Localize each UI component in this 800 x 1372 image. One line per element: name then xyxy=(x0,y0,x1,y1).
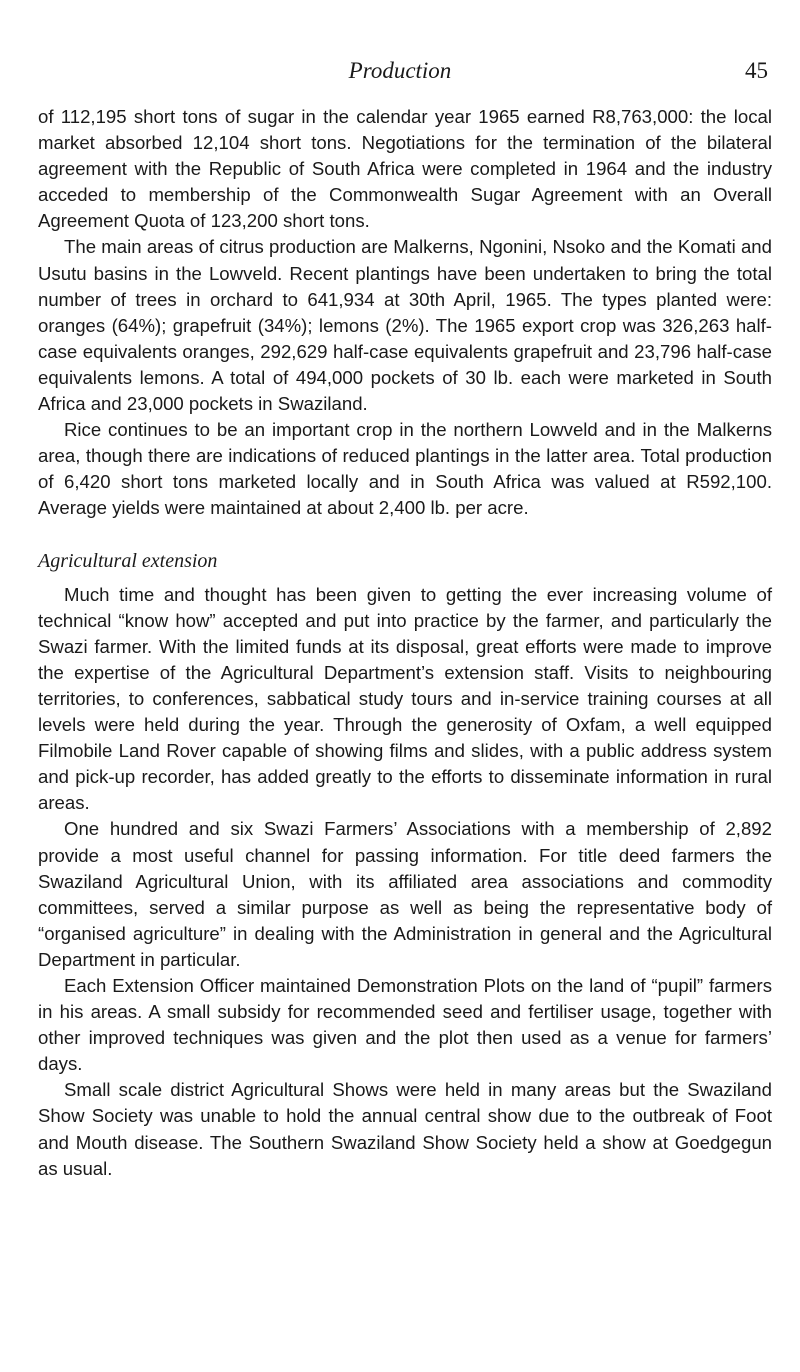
running-header xyxy=(0,58,800,88)
paragraph-agricultural-shows: Small scale district Agricultural Shows were held in many areas but the Swaziland Show Society was unable to hold the annual central show due to the outbreak of Foot and Mouth disease. The Southern Swaziland Show Society held a show at Goedgegun as usual. xyxy=(38,1079,772,1179)
paragraph-extension-knowhow: Much time and thought has been given to getting the ever increasing volume of technical “know how” accepted and put into practice by the farmer, and particularly the Swazi farmer. With the limited funds at its disposal, great efforts were made to improve the expertise of the Agricultural Department’s extension staff. Visits to neighbouring territories, to conferences, sabbatical study tours and in-service training courses at all levels were held during the year. Through the generosity of Oxfam, a well equipped Filmobile Land Rover capable of showing films and slides, with a public address system and pick-up recorder, has added greatly to the efforts to disseminate information in rural areas. xyxy=(38,583,772,814)
paragraph-citrus: The main areas of citrus production are Malkerns, Ngonini, Nsoko and the Komati and Usutu basins in the Lowveld. Recent plantings have been undertaken to bring the total number of trees in orchard to 641,934 at 30th April, 1965. The types planted were: oranges (64%); grapefruit (34%); lemons (2%). The 1965 export crop was 326,263 half-case equivalents oranges, 292,629 half-case equivalents grapefruit and 23,796 half-case equivalents lemons. A total of 494,000 pockets of 30 lb. each were marketed in South Africa and 23,000 pockets in Swaziland. xyxy=(38,236,772,415)
running-head-title: Production xyxy=(348,58,452,83)
body-text xyxy=(38,104,772,1182)
page-number: 45 xyxy=(745,58,768,83)
paragraph-sugar-continued: of 112,195 short tons of sugar in the calendar year 1965 earned R8,763,000: the local market absorbed 12,104 short tons. Negotiations for the termination of the bilateral agreement with the Republic of South Africa were completed in 1964 and the industry acceded to membership of the Commonwealth Sugar Agreement with an Overall Agreement Quota of 123,200 short tons. xyxy=(38,106,772,232)
paragraph-farmers-associations: One hundred and six Swazi Farmers’ Associations with a membership of 2,892 provide a most useful channel for passing information. For title deed farmers the Swaziland Agricultural Union, with its affiliated area associations and commodity committees, served a similar purpose as well as being the representative body of “organised agriculture” in dealing with the Administration in general and the Agricultural Department in particular. xyxy=(38,818,772,970)
section-heading: Agricultural extension xyxy=(38,549,218,572)
paragraph-demonstration-plots: Each Extension Officer maintained Demonstration Plots on the land of “pupil” farmers in his areas. A small subsidy for recommended seed and fertiliser usage, together with other improved techniques was given and the plot then used as a venue for farmers’ days. xyxy=(38,975,772,1075)
paragraph-rice: Rice continues to be an important crop in the northern Lowveld and in the Malkerns area, though there are indications of reduced plantings in the latter area. Total production of 6,420 short tons marketed locally and in South Africa was valued at R592,100. Average yields were maintained at about 2,400 lb. per acre. xyxy=(38,419,772,519)
